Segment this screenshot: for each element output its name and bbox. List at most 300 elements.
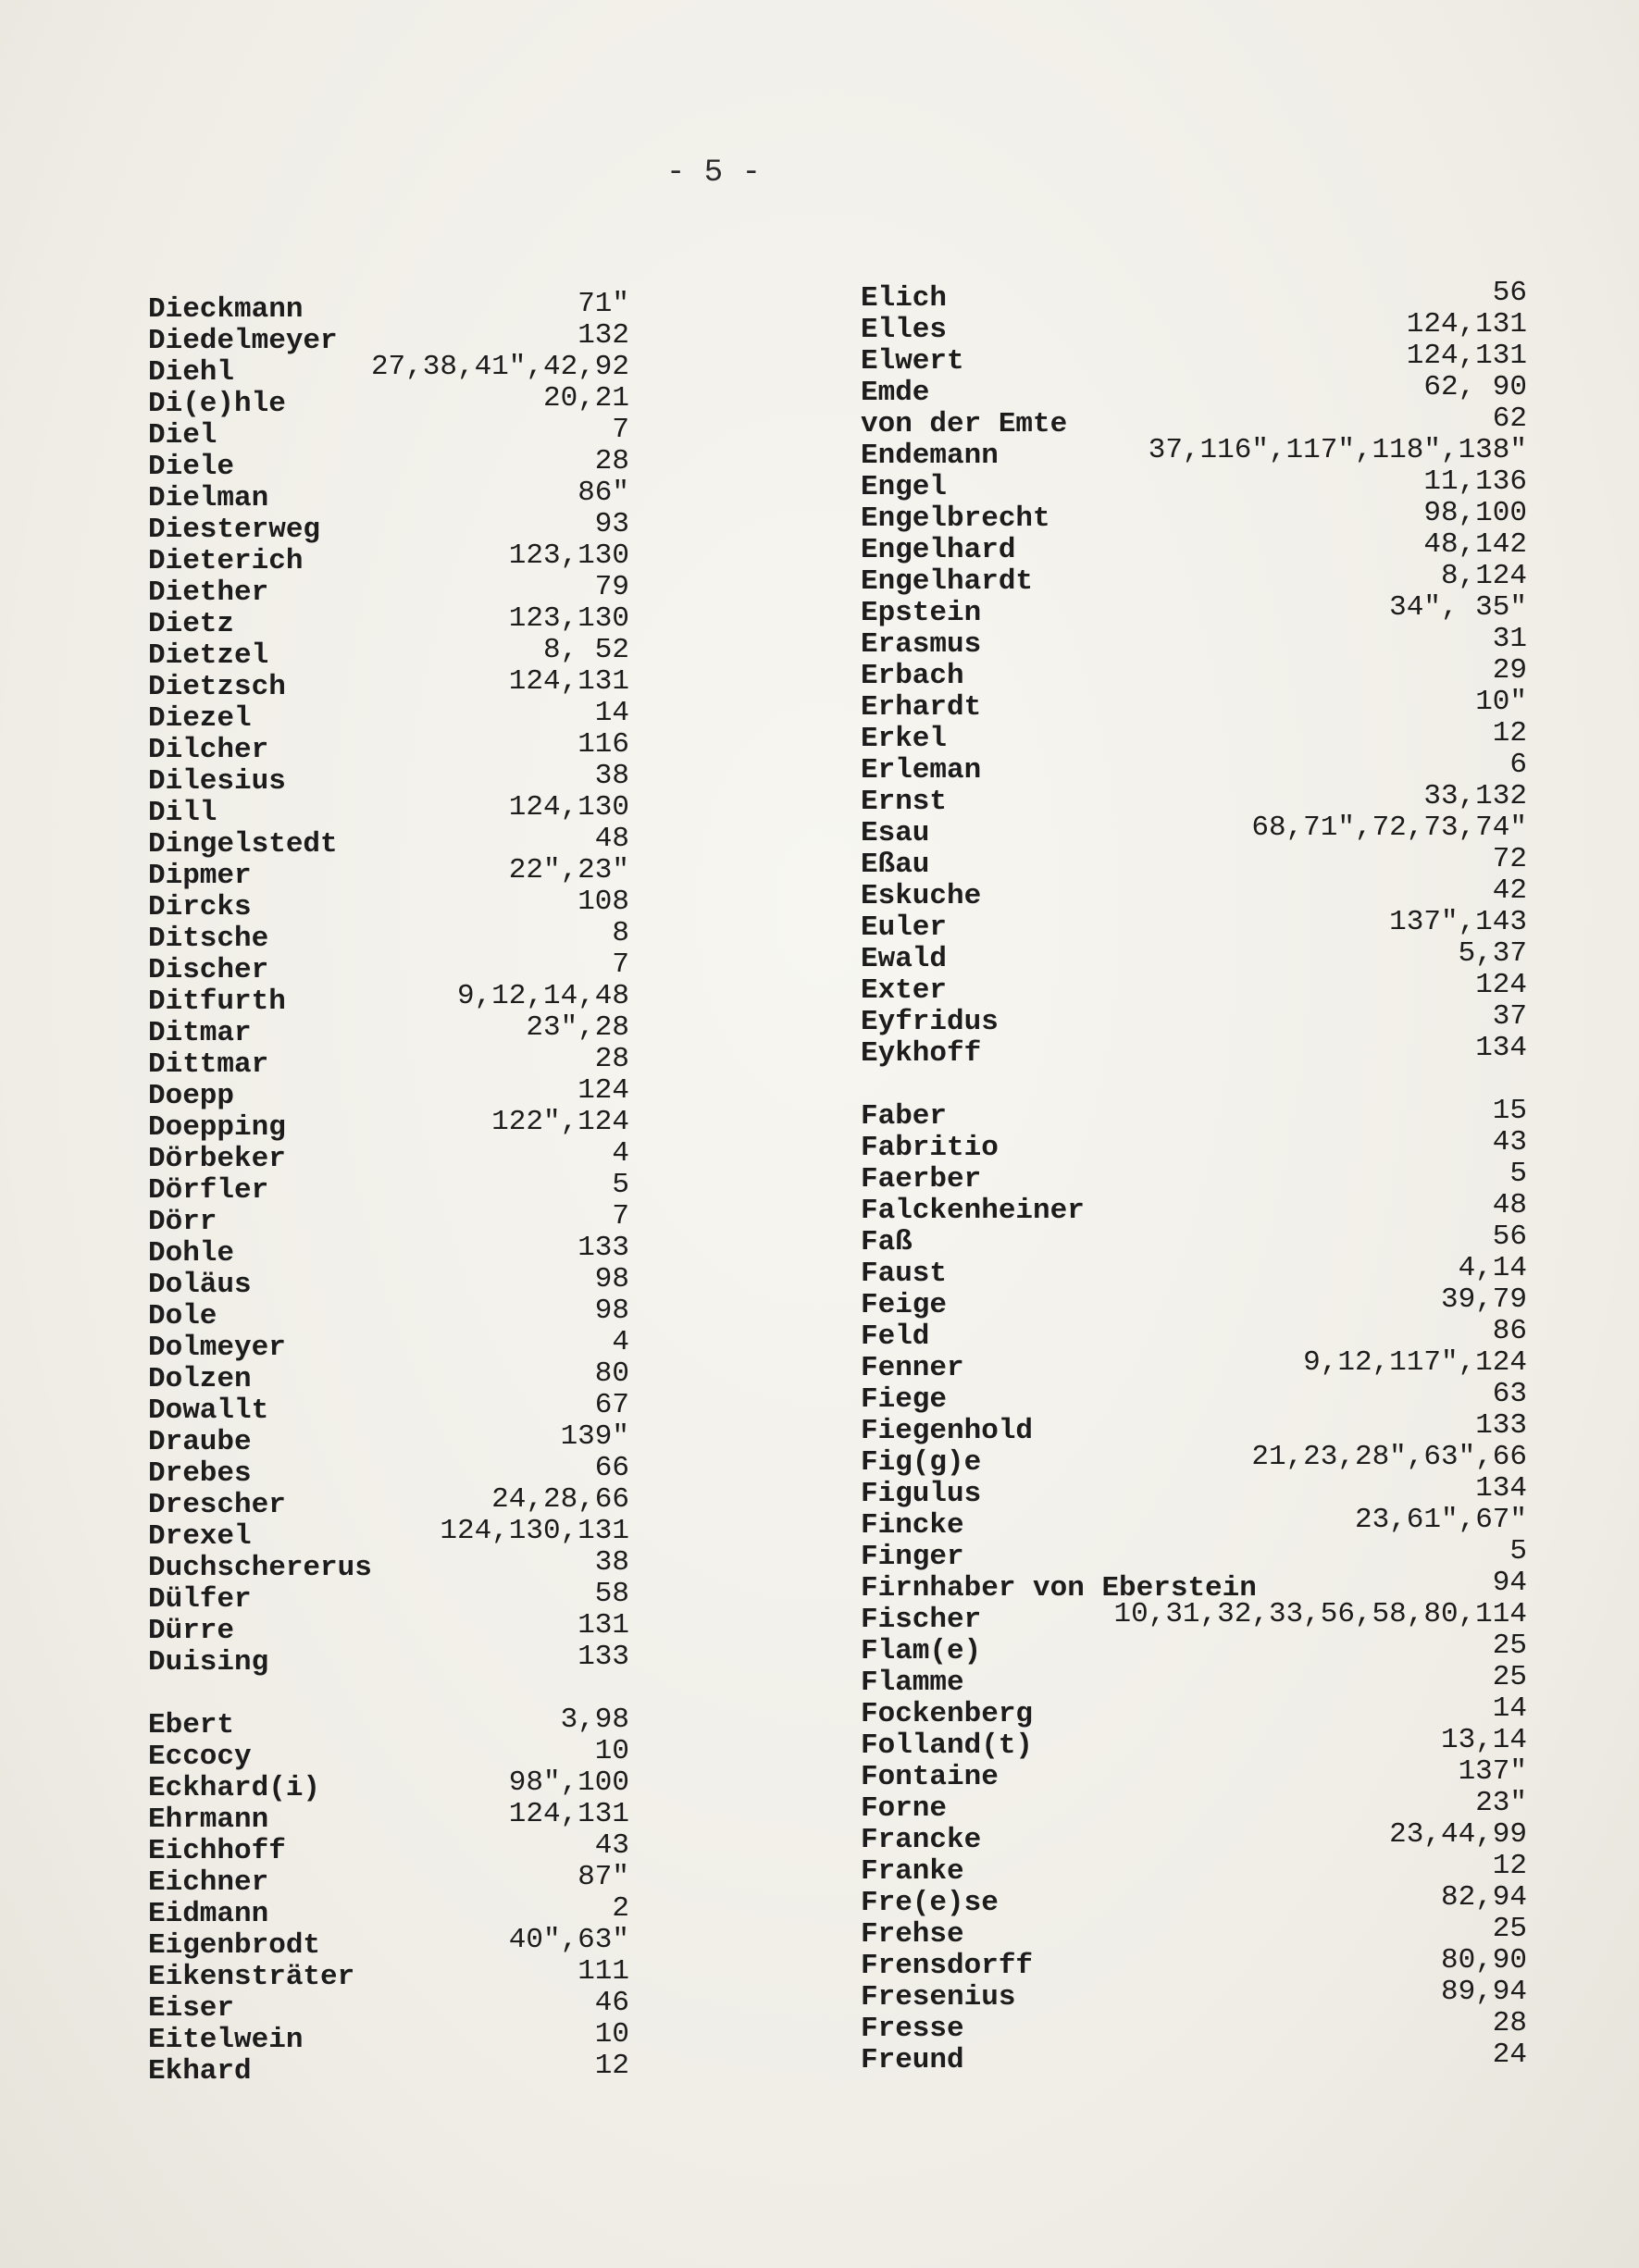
index-entry <box>148 1609 629 1647</box>
entry-page-refs: 5 <box>1509 1158 1527 1190</box>
entry-name: Dipmer <box>148 860 252 892</box>
entry-page-refs: 124,131 <box>1406 308 1527 341</box>
entry-page-refs: 122",124 <box>491 1106 629 1138</box>
entry-page-refs: 11,136 <box>1423 465 1527 498</box>
entry-name: Ditfurth <box>148 985 286 1018</box>
index-entry <box>148 1357 629 1395</box>
entry-page-refs: 137" <box>1458 1755 1527 1788</box>
index-entry <box>148 445 629 483</box>
entry-name: Frehse <box>861 1918 964 1951</box>
entry-name: Freund <box>861 2044 964 2076</box>
entry-name: Dürre <box>148 1615 235 1647</box>
entry-page-refs: 8, 52 <box>542 634 629 666</box>
entry-name: Figulus <box>861 1478 982 1510</box>
entry-name: Diele <box>148 451 235 483</box>
entry-name: Ernst <box>861 786 948 818</box>
entry-name: Erleman <box>861 754 982 787</box>
index-entry <box>861 1504 1527 1542</box>
index-entry <box>861 1378 1527 1416</box>
entry-name: Dircks <box>148 891 252 923</box>
entry-page-refs: 108 <box>577 886 629 918</box>
entry-page-refs: 9,12,14,48 <box>456 980 629 1012</box>
entry-name: Drexel <box>148 1520 252 1553</box>
entry-page-refs: 137",143 <box>1389 906 1527 938</box>
entry-page-refs: 10,31,32,33,56,58,80,114 <box>1113 1598 1527 1630</box>
entry-page-refs: 14 <box>1492 1692 1527 1725</box>
entry-page-refs: 7 <box>612 414 629 446</box>
entry-name: Faerber <box>861 1163 982 1196</box>
entry-page-refs: 4 <box>612 1137 629 1170</box>
entry-name: Diel <box>148 419 217 452</box>
index-entry <box>861 1755 1527 1793</box>
index-entry <box>861 686 1527 724</box>
entry-page-refs: 31 <box>1492 623 1527 655</box>
entry-page-refs: 124 <box>577 1074 629 1107</box>
entry-name: Fresenius <box>861 1981 1016 2014</box>
entry-page-refs: 58 <box>594 1578 629 1610</box>
index-entry <box>148 1515 629 1553</box>
index-entry <box>148 1546 629 1584</box>
index-entry <box>861 1661 1527 1699</box>
entry-page-refs: 22",23" <box>508 854 629 886</box>
entry-page-refs: 63 <box>1492 1378 1527 1410</box>
entry-name: Dingelstedt <box>148 828 338 861</box>
entry-page-refs: 43 <box>1492 1126 1527 1159</box>
entry-name: Eccocy <box>148 1741 252 1773</box>
entry-page-refs: 48,142 <box>1423 528 1527 561</box>
entry-page-refs: 132 <box>577 319 629 352</box>
entry-name: Eitelwein <box>148 2024 304 2056</box>
entry-name: Francke <box>861 1824 982 1856</box>
entry-page-refs: 139" <box>560 1420 629 1453</box>
index-entry <box>148 1200 629 1238</box>
entry-name: Erasmus <box>861 628 982 661</box>
page-number: - 5 - <box>666 155 762 191</box>
index-column-left <box>148 288 629 2088</box>
entry-page-refs: 7 <box>612 1200 629 1233</box>
entry-name: Dittmar <box>148 1048 269 1081</box>
index-entry <box>148 886 629 923</box>
entry-page-refs: 28 <box>594 1043 629 1075</box>
entry-name: Flamme <box>861 1667 964 1699</box>
entry-page-refs: 56 <box>1492 1221 1527 1253</box>
entry-page-refs: 23",28 <box>526 1011 629 1044</box>
entry-name: Ewald <box>861 943 948 975</box>
index-column-right <box>861 277 1527 2076</box>
entry-name: Fre(e)se <box>861 1887 999 1919</box>
entry-page-refs: 34", 35" <box>1389 591 1527 624</box>
entry-name: Ditmar <box>148 1017 252 1049</box>
entry-page-refs: 66 <box>594 1452 629 1484</box>
entry-name: Duising <box>148 1646 269 1679</box>
entry-name: Firnhaber von Eberstein <box>861 1572 1257 1605</box>
entry-name: Franke <box>861 1855 964 1888</box>
entry-page-refs: 28 <box>594 445 629 477</box>
entry-name: Duchschererus <box>148 1552 372 1584</box>
index-entry <box>861 1944 1527 1982</box>
index-entry <box>148 1420 629 1458</box>
index-entry <box>148 1389 629 1427</box>
entry-name: Doläus <box>148 1269 252 1301</box>
entry-page-refs: 124 <box>1475 969 1527 1001</box>
entry-name: Engelhard <box>861 534 1016 566</box>
entry-name: Flam(e) <box>861 1635 982 1667</box>
entry-page-refs: 87" <box>577 1861 629 1893</box>
index-entry <box>861 1000 1527 1038</box>
entry-name: Faß <box>861 1226 913 1258</box>
index-entry <box>861 1283 1527 1321</box>
entry-page-refs: 123,130 <box>508 602 629 635</box>
entry-page-refs: 124,131 <box>508 1798 629 1830</box>
entry-name: Elich <box>861 282 948 315</box>
entry-page-refs: 133 <box>1475 1409 1527 1442</box>
index-entry <box>148 1924 629 1962</box>
index-entry <box>148 1861 629 1899</box>
index-entry <box>148 1798 629 1836</box>
index-entry <box>148 697 629 735</box>
index-entry <box>861 1221 1527 1258</box>
index-entry <box>861 1095 1527 1133</box>
entry-page-refs: 67 <box>594 1389 629 1421</box>
entry-name: Eichhoff <box>148 1835 286 1867</box>
entry-name: Fontaine <box>861 1761 999 1793</box>
entry-page-refs: 10 <box>594 1735 629 1767</box>
entry-page-refs: 116 <box>577 728 629 761</box>
entry-name: Dieckmann <box>148 293 304 326</box>
entry-page-refs: 71" <box>577 288 629 320</box>
index-entry <box>861 1189 1527 1227</box>
entry-page-refs: 68,71",72,73,74" <box>1251 812 1527 844</box>
entry-name: Diether <box>148 576 269 609</box>
index-entry <box>148 1106 629 1144</box>
entry-name: Dowallt <box>148 1394 269 1427</box>
entry-page-refs: 23,61",67" <box>1354 1504 1527 1536</box>
entry-page-refs: 12 <box>1492 717 1527 750</box>
entry-name: Dilesius <box>148 765 286 798</box>
entry-page-refs: 124,130,131 <box>440 1515 629 1547</box>
entry-name: Esau <box>861 817 930 849</box>
index-entry <box>148 728 629 766</box>
entry-page-refs: 133 <box>577 1232 629 1264</box>
entry-page-refs: 20,21 <box>542 382 629 415</box>
entry-name: Dörfler <box>148 1174 269 1207</box>
entry-page-refs: 8,124 <box>1440 560 1527 592</box>
entry-page-refs: 134 <box>1475 1472 1527 1505</box>
entry-name: Drescher <box>148 1489 286 1521</box>
entry-name: Drebes <box>148 1457 252 1490</box>
index-entry <box>148 1641 629 1679</box>
index-entry <box>148 382 629 420</box>
index-entry <box>861 1976 1527 2014</box>
entry-page-refs: 5,37 <box>1458 937 1527 970</box>
entry-name: Epstein <box>861 597 982 629</box>
entry-page-refs: 21,23,28",63",66 <box>1251 1441 1527 1473</box>
entry-name: Dietzel <box>148 639 269 672</box>
entry-name: Discher <box>148 954 269 986</box>
index-entry <box>861 528 1527 566</box>
entry-name: Doepping <box>148 1111 286 1144</box>
entry-name: Dörbeker <box>148 1143 286 1175</box>
entry-page-refs: 89,94 <box>1440 1976 1527 2008</box>
entry-name: Dole <box>148 1300 217 1332</box>
entry-name: Ekhard <box>148 2055 252 2088</box>
entry-name: Diedelmeyer <box>148 325 338 357</box>
entry-name: Fiegenhold <box>861 1415 1034 1447</box>
entry-page-refs: 72 <box>1492 843 1527 875</box>
index-entry <box>861 1724 1527 1762</box>
entry-page-refs: 4 <box>612 1326 629 1358</box>
entry-page-refs: 133 <box>577 1641 629 1673</box>
entry-page-refs: 98,100 <box>1423 497 1527 529</box>
entry-name: Dietz <box>148 608 235 640</box>
entry-name: Eskuche <box>861 880 982 912</box>
index-entry <box>148 791 629 829</box>
index-entry <box>148 1011 629 1049</box>
index-entry <box>148 917 629 955</box>
index-entry <box>861 1881 1527 1919</box>
index-entry <box>861 969 1527 1007</box>
entry-name: Euler <box>861 911 948 944</box>
entry-page-refs: 13,14 <box>1440 1724 1527 1756</box>
entry-name: Engel <box>861 471 948 503</box>
entry-name: Fresse <box>861 2013 964 2045</box>
entry-page-refs: 37,116",117",118",138" <box>1148 434 1527 466</box>
entry-name: Ebert <box>148 1709 235 1741</box>
entry-name: Eiser <box>148 1992 235 2025</box>
index-entry <box>148 414 629 452</box>
entry-page-refs: 98 <box>594 1295 629 1327</box>
entry-name: Dietzsch <box>148 671 286 703</box>
entry-page-refs: 40",63" <box>508 1924 629 1956</box>
entry-name: Eckhard(i) <box>148 1772 321 1804</box>
entry-page-refs: 14 <box>594 697 629 729</box>
entry-name: Diesterweg <box>148 514 321 546</box>
index-entry <box>148 1326 629 1364</box>
entry-page-refs: 24,28,66 <box>491 1483 629 1516</box>
index-entry <box>861 1630 1527 1667</box>
entry-name: Eykhoff <box>861 1037 982 1070</box>
index-entry <box>148 1578 629 1616</box>
entry-page-refs: 123,130 <box>508 539 629 572</box>
entry-name: Exter <box>861 974 948 1007</box>
entry-name: Draube <box>148 1426 252 1458</box>
index-entry <box>148 1137 629 1175</box>
index-entry <box>861 1158 1527 1196</box>
entry-page-refs: 29 <box>1492 654 1527 687</box>
entry-page-refs: 12 <box>594 2050 629 2082</box>
entry-name: Fig(g)e <box>861 1446 982 1479</box>
entry-page-refs: 5 <box>612 1169 629 1201</box>
entry-page-refs: 3,98 <box>560 1704 629 1736</box>
entry-name: Emde <box>861 377 930 409</box>
entry-name: Dolzen <box>148 1363 252 1395</box>
index-entry <box>861 1441 1527 1479</box>
index-entry <box>861 717 1527 755</box>
entry-page-refs: 48 <box>594 823 629 855</box>
entry-name: Engelbrecht <box>861 502 1050 535</box>
entry-name: Elwert <box>861 345 964 378</box>
index-entry <box>861 2039 1527 2076</box>
entry-page-refs: 94 <box>1492 1567 1527 1599</box>
entry-name: Faust <box>861 1258 948 1290</box>
entry-page-refs: 80,90 <box>1440 1944 1527 1977</box>
index-entry <box>148 477 629 514</box>
index-entry <box>861 1535 1527 1573</box>
entry-page-refs: 48 <box>1492 1189 1527 1221</box>
entry-page-refs: 23,44,99 <box>1389 1818 1527 1851</box>
index-entry <box>861 1346 1527 1384</box>
section-gap <box>148 1679 629 1710</box>
entry-name: von der Emte <box>861 408 1068 440</box>
entry-page-refs: 93 <box>594 508 629 540</box>
entry-page-refs: 27,38,41",42,92 <box>370 351 629 383</box>
entry-page-refs: 24 <box>1492 2039 1527 2071</box>
entry-page-refs: 98 <box>594 1263 629 1295</box>
index-entry <box>861 937 1527 975</box>
index-entry <box>148 1955 629 1993</box>
entry-name: Erbach <box>861 660 964 692</box>
entry-page-refs: 98",100 <box>508 1766 629 1799</box>
section-gap <box>861 1070 1527 1101</box>
index-entry <box>148 1704 629 1741</box>
entry-name: Engelhardt <box>861 565 1034 598</box>
index-entry <box>861 843 1527 881</box>
entry-page-refs: 42 <box>1492 874 1527 907</box>
entry-page-refs: 134 <box>1475 1032 1527 1064</box>
entry-page-refs: 38 <box>594 760 629 792</box>
entry-name: Feige <box>861 1289 948 1321</box>
entry-page-refs: 43 <box>594 1829 629 1862</box>
index-entry <box>148 1829 629 1867</box>
entry-name: Fincke <box>861 1509 964 1542</box>
index-entry <box>861 371 1527 409</box>
entry-name: Di(e)hle <box>148 388 286 420</box>
entry-name: Dielman <box>148 482 269 514</box>
entry-name: Dieterich <box>148 545 304 577</box>
entry-page-refs: 7 <box>612 948 629 981</box>
entry-page-refs: 25 <box>1492 1913 1527 1945</box>
index-entry <box>861 1913 1527 1951</box>
entry-name: Folland(t) <box>861 1729 1034 1762</box>
index-entry <box>148 539 629 577</box>
entry-name: Eßau <box>861 849 930 881</box>
entry-page-refs: 15 <box>1492 1095 1527 1127</box>
entry-name: Eyfridus <box>861 1006 999 1038</box>
entry-page-refs: 124,131 <box>1406 340 1527 372</box>
entry-page-refs: 82,94 <box>1440 1881 1527 1914</box>
index-entry <box>861 1252 1527 1290</box>
entry-page-refs: 33,132 <box>1423 780 1527 812</box>
entry-page-refs: 5 <box>1509 1535 1527 1568</box>
index-entry <box>861 906 1527 944</box>
entry-name: Elles <box>861 314 948 346</box>
index-entry <box>148 854 629 892</box>
index-entry <box>148 2050 629 2088</box>
entry-page-refs: 6 <box>1509 749 1527 781</box>
index-entry <box>861 812 1527 849</box>
index-entry <box>148 2018 629 2056</box>
entry-page-refs: 56 <box>1492 277 1527 309</box>
entry-page-refs: 9,12,117",124 <box>1303 1346 1527 1379</box>
entry-page-refs: 12 <box>1492 1850 1527 1882</box>
entry-name: Ditsche <box>148 923 269 955</box>
entry-name: Eigenbrodt <box>148 1929 321 1962</box>
entry-name: Erhardt <box>861 691 982 724</box>
index-entry <box>148 1295 629 1332</box>
index-entry <box>861 1850 1527 1888</box>
index-entry <box>148 1987 629 2025</box>
entry-name: Endemann <box>861 440 999 472</box>
index-entry <box>861 1598 1527 1636</box>
entry-page-refs: 28 <box>1492 2007 1527 2039</box>
entry-name: Dilcher <box>148 734 269 766</box>
entry-name: Fenner <box>861 1352 964 1384</box>
entry-page-refs: 39,79 <box>1440 1283 1527 1316</box>
entry-page-refs: 2 <box>612 1892 629 1925</box>
entry-name: Dohle <box>148 1237 235 1270</box>
entry-name: Dill <box>148 797 217 829</box>
entry-page-refs: 131 <box>577 1609 629 1642</box>
index-entry <box>148 1263 629 1301</box>
entry-page-refs: 124,131 <box>508 665 629 698</box>
entry-page-refs: 4,14 <box>1458 1252 1527 1284</box>
index-entry <box>861 591 1527 629</box>
entry-name: Diezel <box>148 702 252 735</box>
index-entry <box>861 1126 1527 1164</box>
entry-name: Diehl <box>148 356 235 389</box>
index-entry <box>148 1169 629 1207</box>
entry-name: Frensdorff <box>861 1950 1034 1982</box>
index-entry <box>148 665 629 703</box>
entry-name: Doepp <box>148 1080 235 1112</box>
entry-page-refs: 25 <box>1492 1630 1527 1662</box>
entry-name: Dörr <box>148 1206 217 1238</box>
entry-name: Eikensträter <box>148 1961 355 1993</box>
entry-name: Finger <box>861 1541 964 1573</box>
entry-name: Forne <box>861 1792 948 1825</box>
entry-page-refs: 23" <box>1475 1787 1527 1819</box>
index-entry <box>861 1818 1527 1856</box>
entry-page-refs: 86" <box>577 477 629 509</box>
entry-name: Fabritio <box>861 1132 999 1164</box>
entry-page-refs: 10 <box>594 2018 629 2051</box>
entry-page-refs: 62 <box>1492 403 1527 435</box>
entry-page-refs: 46 <box>594 1987 629 2019</box>
entry-page-refs: 62, 90 <box>1423 371 1527 403</box>
entry-page-refs: 124,130 <box>508 791 629 824</box>
index-entry <box>861 654 1527 692</box>
entry-name: Fockenberg <box>861 1698 1034 1730</box>
entry-name: Eidmann <box>148 1898 269 1930</box>
index-entry <box>861 1032 1527 1070</box>
entry-page-refs: 80 <box>594 1357 629 1390</box>
entry-name: Dolmeyer <box>148 1332 286 1364</box>
index-entry <box>861 1692 1527 1730</box>
entry-page-refs: 8 <box>612 917 629 949</box>
entry-name: Falckenheiner <box>861 1195 1085 1227</box>
entry-page-refs: 25 <box>1492 1661 1527 1693</box>
entry-name: Erkel <box>861 723 948 755</box>
entry-name: Faber <box>861 1100 948 1133</box>
index-entry <box>861 623 1527 661</box>
index-entry <box>148 288 629 326</box>
entry-name: Fiege <box>861 1383 948 1416</box>
index-entry <box>148 1043 629 1081</box>
entry-name: Dülfer <box>148 1583 252 1616</box>
entry-page-refs: 38 <box>594 1546 629 1579</box>
entry-name: Feld <box>861 1320 930 1353</box>
entry-page-refs: 10" <box>1475 686 1527 718</box>
